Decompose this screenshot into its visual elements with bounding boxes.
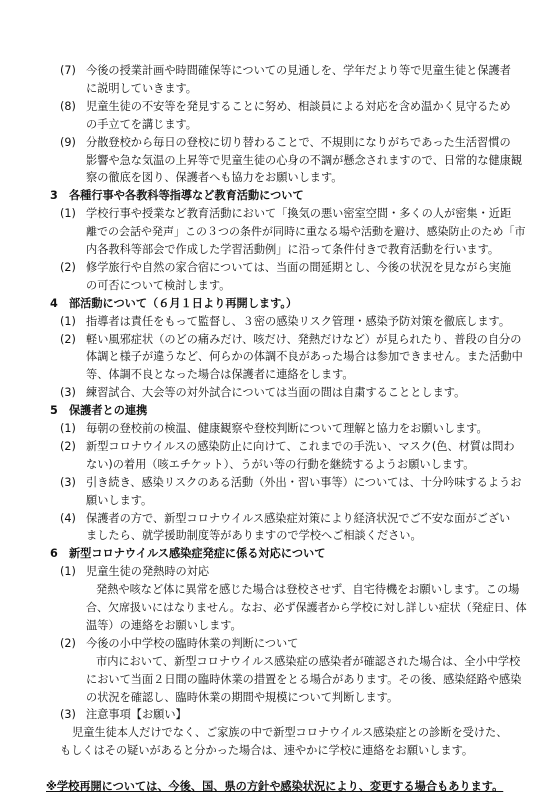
text-line: 発熱や咳など体に異常を感じた場合は登校させず、自宅待機をお願いします。この場 <box>96 583 520 597</box>
text-line: に説明していきます。 <box>86 81 197 95</box>
text-line: もしくはその疑いがあると分かった場合は、速やかに学校に連絡をお願いします。 <box>60 744 474 758</box>
item-number: (3) <box>60 386 76 400</box>
text-line: 軽い風邪症状（のどの痛みだけ、咳だけ、発熱だけなど）が見られたり、普段の自分の <box>86 332 522 346</box>
item-number: (8) <box>60 99 76 113</box>
section-heading: 6 新型コロナウイルス感染症発症に係る対応について <box>50 547 326 561</box>
text-line: 今後の授業計画や時間確保等についての見通しを、学年だより等で児童生徒と保護者 <box>86 64 511 77</box>
text-line: 練習試合、大会等の対外試合については当面の間は自粛することとします。 <box>86 386 466 400</box>
item-title: 児童生徒の発熱時の対応 <box>86 565 210 579</box>
text-line: において当面２日間の臨時休業の措置をとる場合があります。その後、感染経路や感染 <box>86 672 522 686</box>
footer-note: ※学校再開については、今後、国、県の方針や感染状況により、変更する場合もあります。 <box>46 780 504 793</box>
item-number: (2) <box>60 332 76 346</box>
item-number: (2) <box>60 636 76 650</box>
text-line: 修学旅行や自然の家合宿については、当面の間延期とし、今後の状況を見ながら実施 <box>86 260 511 274</box>
section-heading: 4 部活動について（６月１日より再開します。） <box>50 296 298 310</box>
text-line: 引き続き、感染リスクのある活動（外出・習い事等）については、十分吟味するようお <box>86 475 522 489</box>
text-line: 等、体調不良となった場合は保護者に連絡をします。 <box>86 368 354 382</box>
item-number: (9) <box>60 135 76 149</box>
text-line: 離での会話や発声」この３つの条件が同時に重なる場や活動を避け、感染防止のため「市 <box>86 225 526 239</box>
item-number: (7) <box>60 64 76 77</box>
text-line: の状況を確認し、臨時休業の期間や規模について判断します。 <box>86 690 399 704</box>
text-line: 指導者は責任をもって監督し、３密の感染リスク管理・感染予防対策を徹底します。 <box>86 314 511 328</box>
text-line: 保護者の方で、新型コロナウイルス感染症対策により経済状況でご不安な面がござい <box>86 511 511 525</box>
item-number: (4) <box>60 511 76 525</box>
text-line: ない)の着用（咳エチケット）、うがい等の行動を継続するようお願いします。 <box>86 457 475 471</box>
item-number: (1) <box>60 422 76 435</box>
text-line: 察の徹底を図り、保護者へも協力をお願いします。 <box>86 171 343 185</box>
section-heading: 3 各種行事や各教科等指導など教育活動について <box>50 189 304 203</box>
text-line: 分散登校から毎日の登校に切り替わることで、不規則になりがちであった生活習慣の <box>86 135 511 149</box>
text-line: ましたら、就学援助制度等がありますので学校へご相談ください。 <box>86 529 422 543</box>
item-number: (1) <box>60 314 76 328</box>
item-number: (1) <box>60 207 76 221</box>
text-line: 温等）の連絡をお願いします。 <box>86 618 242 632</box>
text-line: 体調と様子が違うなど、何らかの体調不良があった場合は参加できません。また活動中 <box>86 350 523 364</box>
item-number: (2) <box>60 260 76 274</box>
text-line: 毎朝の登校前の検温、健康観察や登校判断について理解と協力をお願いします。 <box>86 422 488 435</box>
item-number: (3) <box>60 475 76 489</box>
item-number: (2) <box>60 439 76 453</box>
text-line: 新型コロナウイルスの感染防止に向けて、これまでの手洗い、マスク(色、材質は問わ <box>86 439 515 453</box>
item-number: (1) <box>60 565 76 579</box>
text-line: 影響や急な気温の上昇等で児童生徒の心身の不調が懸念されますので、日常的な健康観 <box>86 153 523 167</box>
text-line: 市内において、新型コロナウイルス感染症の感染者が確認された場合は、全小中学校 <box>96 654 521 668</box>
item-title: 今後の小中学校の臨時休業の判断について <box>86 636 299 650</box>
text-line: の可否について検討します。 <box>86 278 231 292</box>
text-line: 合、欠席扱いにはなりません。なお、必ず保護者から学校に対し詳しい症状（発症日、体 <box>86 601 527 614</box>
text-line: 内各教科等部会で作成した学習活動例」に沿って条件付きで教育活動を行います。 <box>86 243 500 256</box>
text-line: 願いします。 <box>86 493 153 507</box>
item-title: 注意事項【お願い】 <box>86 708 187 722</box>
item-number: (3) <box>60 708 76 722</box>
section-heading: 5 保護者との連携 <box>50 404 148 418</box>
text-line: 児童生徒の不安等を発見することに努め、相談員による対応を含め温かく見守るため <box>86 99 511 113</box>
text-line: 児童生徒本人だけでなく、ご家族の中で新型コロナウイルス感染症との診断を受けた、 <box>72 726 508 740</box>
text-line: の手立てを講じます。 <box>86 117 197 131</box>
text-line: 学校行事や授業など教育活動において「換気の悪い密室空間・多くの人が密集・近距 <box>86 207 512 221</box>
